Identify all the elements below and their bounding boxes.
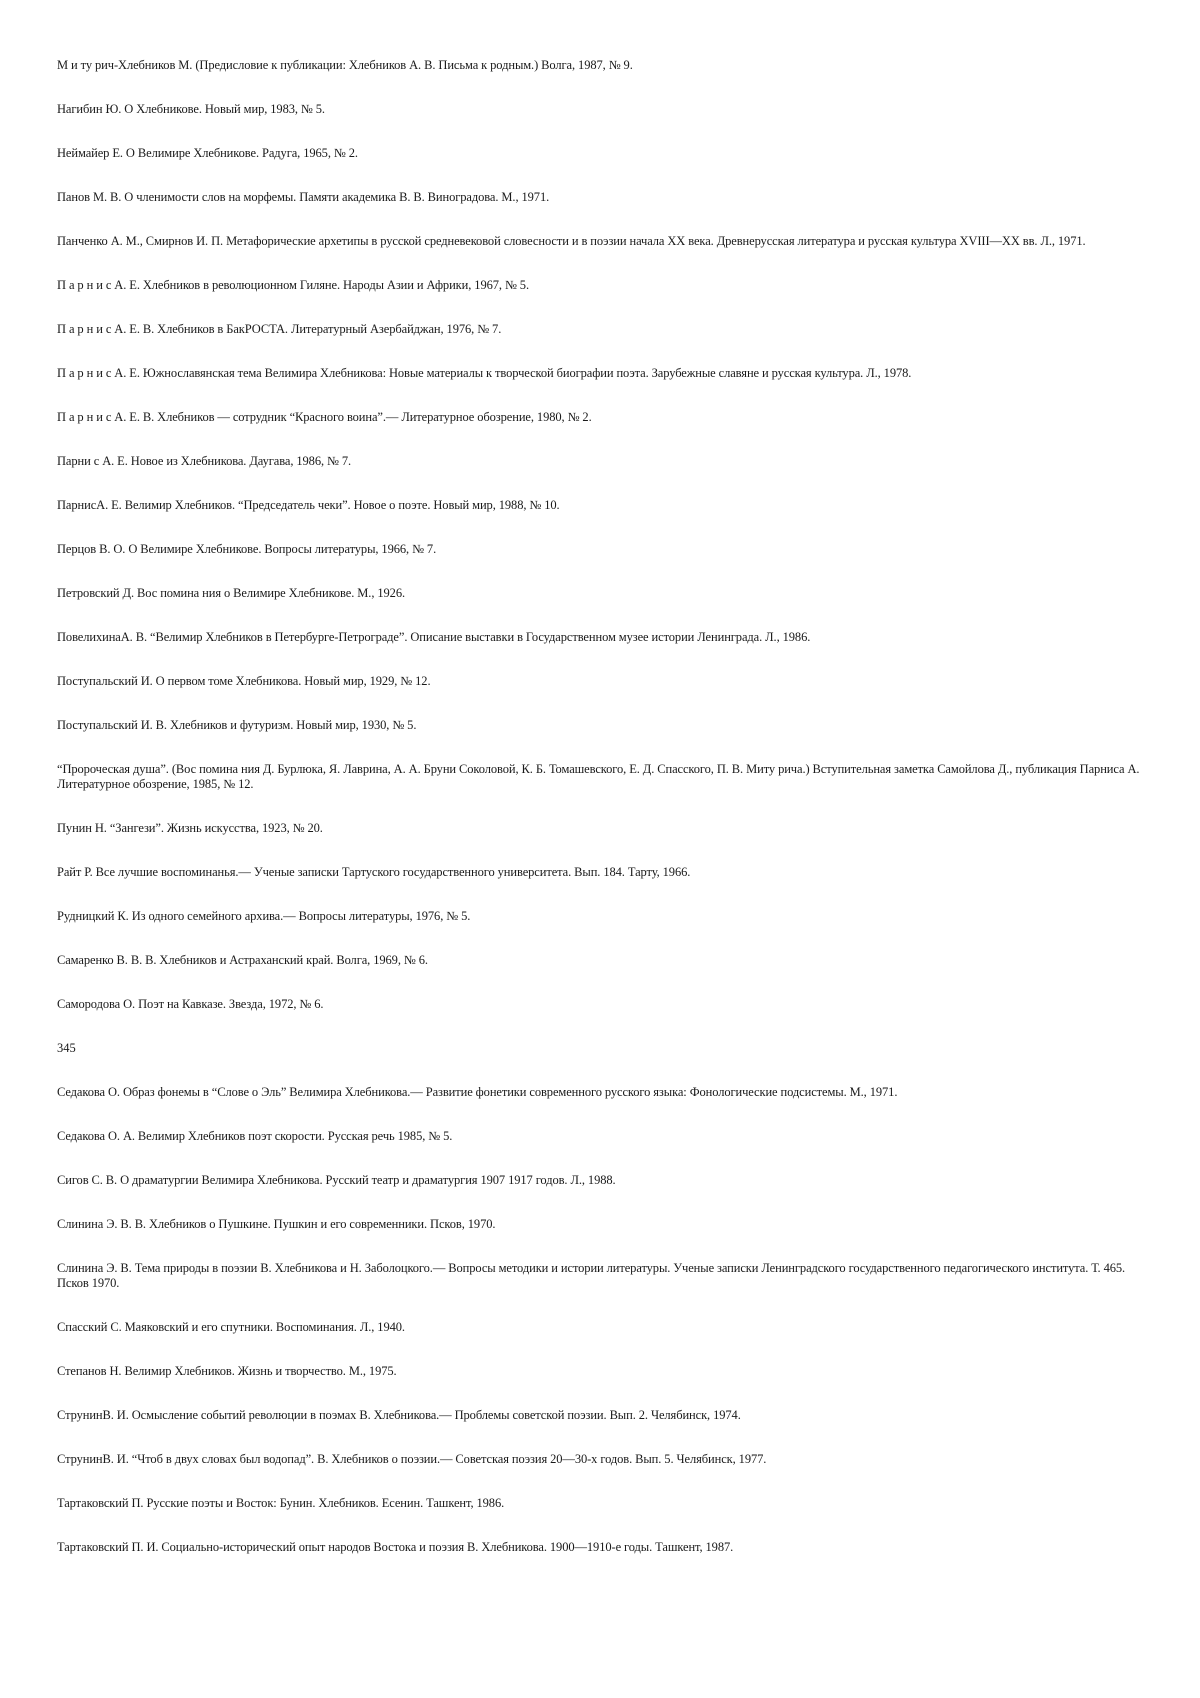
bibliography-entry: Неймайер Е. О Велимире Хлебникове. Радуга, 1965, № 2.: [57, 146, 358, 160]
bibliography-entry: Сигов С. В. О драматургии Велимира Хлебникова. Русский театр и драматургия 1907 1917 годов. Л., 1988.: [57, 1173, 616, 1187]
bibliography-entry: ПовелихинаА. В. “Велимир Хлебников в Петербурге-Петрограде”. Описание выставки в Государственном музее истории Ленинграда. Л., 1986.: [57, 630, 811, 644]
bibliography-entry: Степанов Н. Велимир Хлебников. Жизнь и творчество. М., 1975.: [57, 1364, 397, 1378]
bibliography-entry: Тартаковский П. Русские поэты и Восток: Бунин. Хлебников. Есенин. Ташкент, 1986.: [57, 1496, 505, 1510]
bibliography-entry: ПарнисА. Е. Велимир Хлебников. “Председатель чеки”. Новое о поэте. Новый мир, 1988, № 10.: [57, 498, 560, 512]
bibliography-entry: Поступальский И. В. Хлебников и футуризм. Новый мир, 1930, № 5.: [57, 718, 417, 732]
bibliography-entry: Пунин Н. “Зангези”. Жизнь искусства, 1923, № 20.: [57, 821, 323, 835]
bibliography-entry: “Пророческая душа”. (Вос помина ния Д. Бурлюка, Я. Лаврина, А. А. Бруни Соколовой, К. Б. Томашевского, Е. Д. Спасского, П. В. Миту рича.) Вступительная заметка Самойлова Д., публикация Парниса А. Литературное обозрение, 1985, № 12.: [57, 762, 1140, 791]
bibliography-entry: Слинина Э. В. В. Хлебников о Пушкине. Пушкин и его современники. Псков, 1970.: [57, 1217, 496, 1231]
bibliography-entry: П а р н и с А. Е. В. Хлебников в БакРОСТА. Литературный Азербайджан, 1976, № 7.: [57, 322, 502, 336]
bibliography-entry: П а р н и с А. Е. В. Хлебников — сотрудник “Красного воина”.— Литературное обозрение, 1980, № 2.: [57, 410, 592, 424]
bibliography-entry: Петровский Д. Вос помина ния о Велимире Хлебникове. М., 1926.: [57, 586, 406, 600]
bibliography-entry: Спасский С. Маяковский и его спутники. Воспоминания. Л., 1940.: [57, 1320, 405, 1334]
bibliography-entry: М и ту рич-Хлебников М. (Предисловие к публикации: Хлебников А. В. Письма к родным.) Волга, 1987, № 9.: [57, 58, 633, 72]
bibliography-entry: Тартаковский П. И. Социально-исторический опыт народов Востока и поэзия В. Хлебникова. 1900—1910-е годы. Ташкент, 1987.: [57, 1540, 734, 1554]
bibliography-list-top: [57, 58, 1147, 1012]
bibliography-entry: Панченко А. М., Смирнов И. П. Метафорические архетипы в русской средневековой словесности и в поэзии начала XX века. Древнерусская литература и русская культура XVIII—XX вв. Л., 1971.: [57, 234, 1086, 248]
bibliography-entry: П а р н и с А. Е. Южнославянская тема Велимира Хлебникова: Новые материалы к творческой биографии поэта. Зарубежные славяне и русская культура. Л., 1978.: [57, 366, 912, 380]
bibliography-entry: СтрунинВ. И. Осмысление событий революции в поэмах В. Хлебникова.— Проблемы советской поэзии. Вып. 2. Челябинск, 1974.: [57, 1408, 741, 1422]
bibliography-entry: Панов М. В. О членимости слов на морфемы. Памяти академика В. В. Виноградова. М., 1971.: [57, 190, 550, 204]
bibliography-entry: СтрунинВ. И. “Чтоб в двух словах был водопад”. В. Хлебников о поэзии.— Советская поэзия 20—30-х годов. Вып. 5. Челябинск, 1977.: [57, 1452, 767, 1466]
bibliography-entry: Седакова О. Образ фонемы в “Слове о Эль” Велимира Хлебникова.— Развитие фонетики современного русского языка: Фонологические подсистемы. М., 1971.: [57, 1085, 898, 1099]
bibliography-entry: Слинина Э. В. Тема природы в поэзии В. Хлебникова и Н. Заболоцкого.— Вопросы методики и истории литературы. Ученые записки Ленинградского государственного педагогического института. Т. 465. Псков 1970.: [57, 1261, 1126, 1290]
bibliography-page: [57, 58, 1147, 1584]
bibliography-entry: Рудницкий К. Из одного семейного архива.— Вопросы литературы, 1976, № 5.: [57, 909, 471, 923]
bibliography-entry: П а р н и с А. Е. Хлебников в революционном Гиляне. Народы Азии и Африки, 1967, № 5.: [57, 278, 529, 292]
bibliography-entry: Парни с А. Е. Новое из Хлебникова. Даугава, 1986, № 7.: [57, 454, 352, 468]
bibliography-entry: Седакова О. А. Велимир Хлебников поэт скорости. Русская речь 1985, № 5.: [57, 1129, 453, 1143]
bibliography-entry: Самаренко В. В. В. Хлебников и Астраханский край. Волга, 1969, № 6.: [57, 953, 428, 967]
bibliography-entry: Поступальский И. О первом томе Хлебникова. Новый мир, 1929, № 12.: [57, 674, 431, 688]
bibliography-entry: Райт Р. Все лучшие воспоминанья.— Ученые записки Тартуского государственного университета. Вып. 184. Тарту, 1966.: [57, 865, 691, 879]
bibliography-entry: Самородова О. Поэт на Кавказе. Звезда, 1972, № 6.: [57, 997, 324, 1011]
page-number: 345: [57, 1041, 76, 1055]
bibliography-list-bottom: [57, 1085, 1147, 1555]
bibliography-entry: Перцов В. О. О Велимире Хлебникове. Вопросы литературы, 1966, № 7.: [57, 542, 437, 556]
bibliography-entry: Нагибин Ю. О Хлебникове. Новый мир, 1983, № 5.: [57, 102, 325, 116]
